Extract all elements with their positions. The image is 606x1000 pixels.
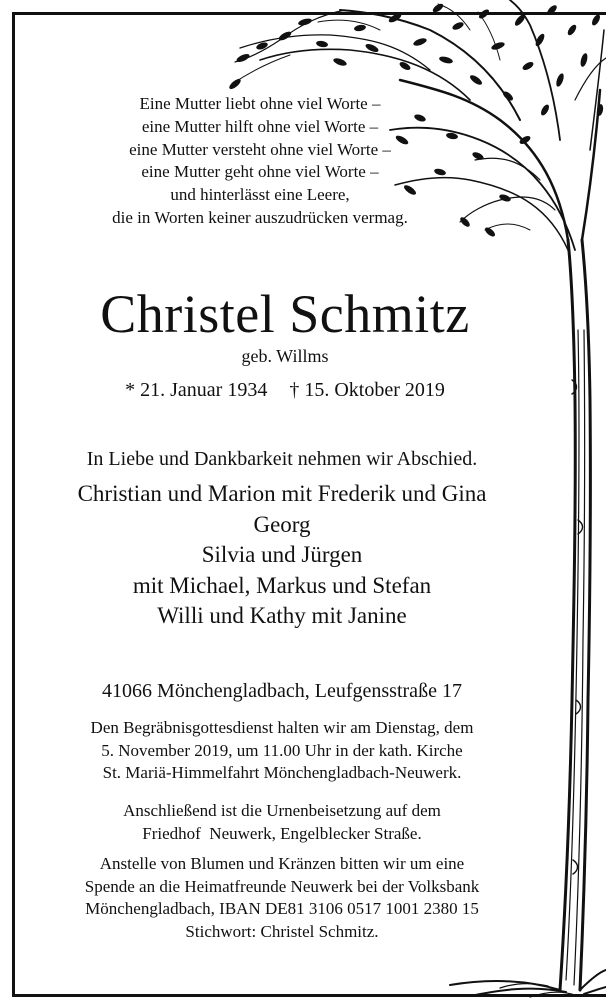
mourner-line: Willi und Kathy mit Janine (157, 603, 407, 628)
notice-line: Den Begräbnisgottesdienst halten wir am Dienstag, dem (90, 718, 474, 737)
notice-line: Mönchengladbach, IBAN DE81 3106 0517 1001 2380 15 (85, 899, 479, 919)
farewell-text: In Liebe und Dankbarkeit nehmen wir Abschied. (86, 448, 478, 470)
notice-line: Friedhof Neuwerk, Engelblecker Straße. (142, 823, 422, 843)
life-dates (40, 377, 530, 403)
deceased-name: Christel Schmitz (100, 284, 470, 344)
poem-line: die in Worten keiner auszudrücken vermag. (112, 207, 408, 227)
poem-line: Eine Mutter liebt ohne viel Worte – (139, 94, 381, 113)
notice-line: Spende an die Heimatfreunde Neuwerk bei der Volksbank (84, 876, 480, 896)
notice-line: 5. November 2019, um 11.00 Uhr in der kath. Kirche (101, 740, 463, 760)
poem-line: eine Mutter geht ohne viel Worte – (141, 162, 379, 182)
mourner-line: mit Michael, Markus und Stefan (132, 572, 432, 598)
mourner-line: Silvia und Jürgen (201, 542, 363, 567)
maiden-name: geb. Willms (241, 346, 329, 366)
death-date: † 15. Oktober 2019 (289, 379, 445, 401)
poem (20, 93, 500, 230)
notice-line: Anschließend ist die Urnenbeisetzung auf dem (123, 801, 441, 820)
mourner-line: Georg (253, 511, 311, 537)
notice-line: Stichwort: Christel Schmitz. (185, 921, 379, 941)
mourning-address: 41066 Mönchengladbach, Leufgensstraße 17 (102, 680, 462, 702)
mourner-line: Christian und Marion mit Frederik und Gina (77, 481, 487, 506)
service-notice (22, 717, 542, 785)
notice-line: St. Mariä-Himmelfahrt Mönchengladbach-Neuwerk. (102, 763, 462, 783)
mourners-list (22, 479, 542, 632)
burial-notice (22, 800, 542, 845)
poem-line: und hinterlässt eine Leere, (170, 185, 350, 205)
notice-line: Anstelle von Blumen und Kränzen bitten wir um eine (99, 854, 465, 873)
poem-line: eine Mutter hilft ohne viel Worte – (141, 116, 379, 136)
donation-notice (22, 853, 542, 943)
poem-line: eine Mutter versteht ohne viel Worte – (129, 139, 391, 159)
birth-date: * 21. Januar 1934 (125, 379, 268, 401)
